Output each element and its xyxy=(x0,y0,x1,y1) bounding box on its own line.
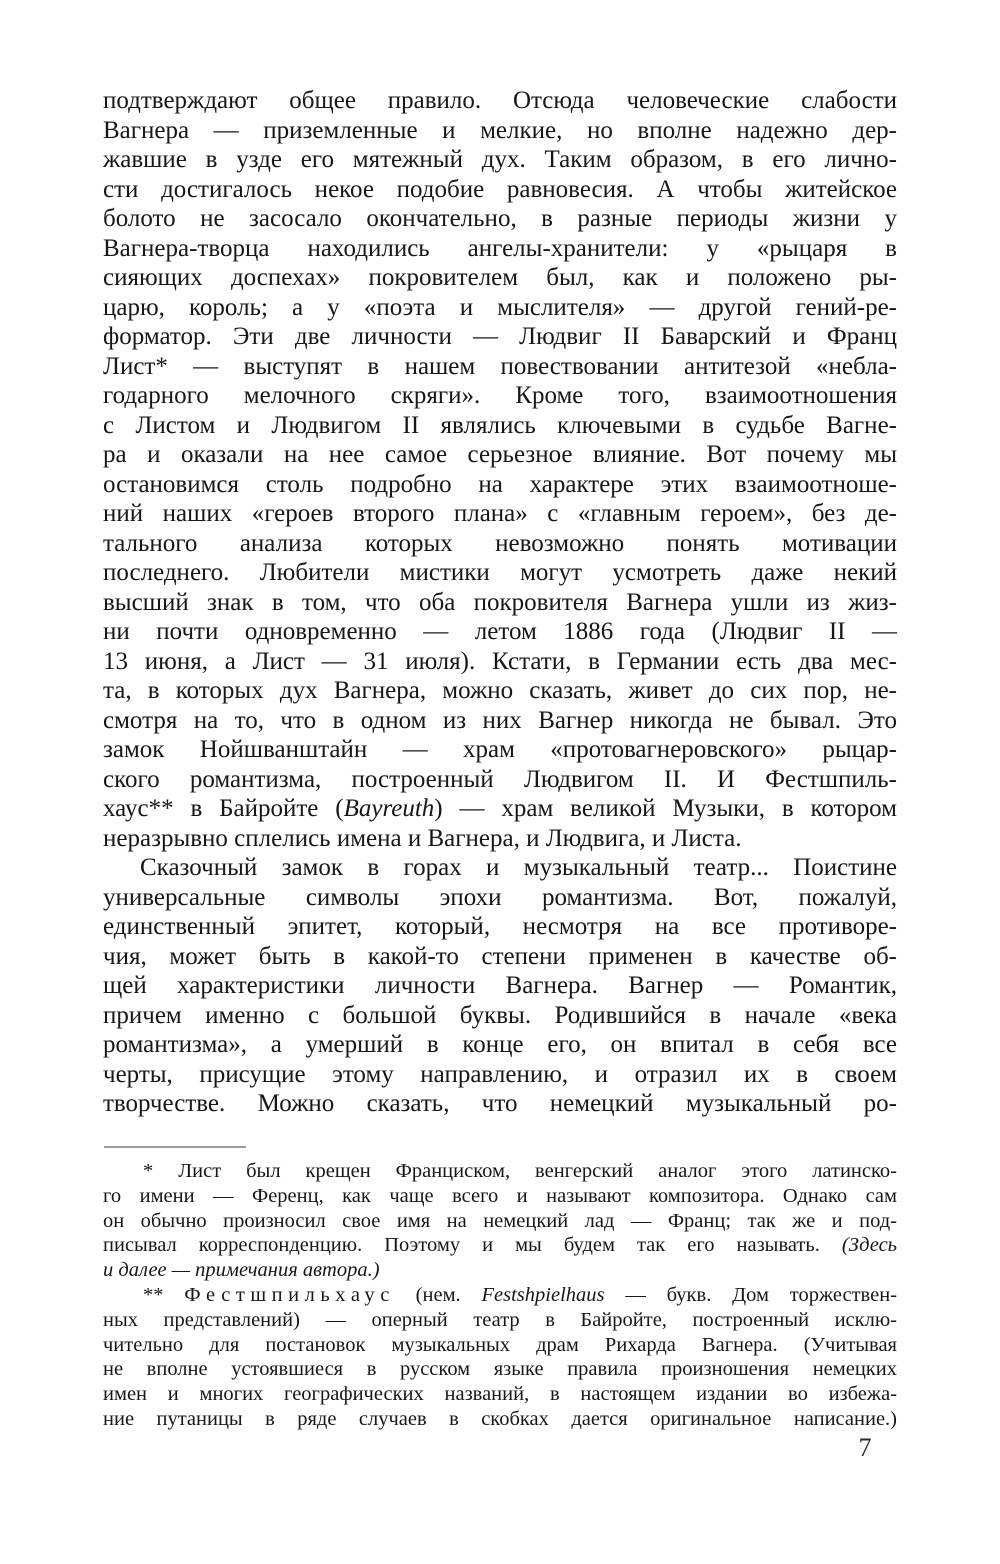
footnotes xyxy=(103,1159,897,1432)
text-segment: ни почти одновременно — летом 1886 года (Людвиг II — xyxy=(103,618,897,645)
text-segment: — букв. Дом торжествен- xyxy=(604,1283,897,1306)
text-line xyxy=(103,1308,897,1333)
text-line xyxy=(103,853,897,883)
text-line xyxy=(103,1001,897,1031)
text-segment: смотря на то, что в одном из них Вагнер никогда не бывал. Это xyxy=(103,706,897,734)
text-segment: го имени — Ференц, как чаще всего и называют композитора. Однако сам xyxy=(103,1184,897,1207)
text-line xyxy=(103,234,897,264)
text-line xyxy=(103,322,897,352)
text-line xyxy=(103,1283,897,1308)
text-segment: причем именно с большой буквы. Родившийся в начале «века xyxy=(103,1001,897,1029)
text-line xyxy=(103,116,897,146)
text-segment: тального анализа которых невозможно понять мотивации xyxy=(103,529,897,557)
text-segment: Вагнера — приземленные и мелкие, но вполне надежно дер- xyxy=(103,116,897,144)
text-line xyxy=(103,765,897,795)
text-segment: чительно для постановок музыкальных драм Рихарда Вагнера. (Учитывая xyxy=(103,1333,897,1356)
text-line xyxy=(103,352,897,382)
text-line xyxy=(103,794,897,824)
text-line xyxy=(103,263,897,293)
text-segment: последнего. Любители мистики могут усмотреть даже некий xyxy=(103,559,897,586)
page-number: 7 xyxy=(858,1433,872,1462)
text-segment-spaced: Фестшпильхаус xyxy=(184,1283,395,1306)
text-line xyxy=(103,1258,897,1283)
text-line xyxy=(103,1382,897,1407)
text-line xyxy=(103,617,897,647)
text-line xyxy=(103,558,897,588)
text-line xyxy=(103,1060,897,1090)
text-segment: чия, может быть в какой-то степени применен в качестве об- xyxy=(103,942,897,970)
text-line xyxy=(103,175,897,205)
text-line xyxy=(103,824,897,854)
text-line xyxy=(103,735,897,765)
text-segment: жавшие в узде его мятежный дух. Таким образом, в его лично- xyxy=(103,146,897,173)
text-segment: неразрывно сплелись имена и Вагнера, и Людвига, и Листа. xyxy=(103,824,742,852)
text-segment: царю, король; а у «поэта и мыслителя» — другой гений-ре- xyxy=(103,293,897,321)
text-line xyxy=(103,145,897,175)
text-segment: Вагнера-творца находились ангелы-хранители: у «рыцаря в xyxy=(103,234,897,262)
text-segment-italic: и далее — примечания автора.) xyxy=(103,1259,380,1282)
text-segment: имен и многих географических названий, в настоящем издании во избежа- xyxy=(103,1383,897,1406)
text-segment: щей характеристики личности Вагнера. Вагнер — Романтик, xyxy=(103,972,897,999)
text-segment: форматор. Эти две личности — Людвиг II Баварский и Франц xyxy=(103,323,897,350)
text-line xyxy=(103,440,897,470)
text-segment: черты, присущие этому направлению, и отразил их в своем xyxy=(103,1060,897,1088)
text-segment: болото не засосало окончательно, в разные периоды жизни у xyxy=(103,205,897,232)
text-segment: романтизма», а умерший в конце его, он впитал в себя все xyxy=(103,1031,897,1058)
text-line xyxy=(103,204,897,234)
text-segment: замок Нойшванштайн — храм «протовагнеровского» рыцар- xyxy=(103,736,897,763)
text-segment: годарного мелочного скряги». Кроме того, взаимоотношения xyxy=(103,382,897,409)
text-segment: высший знак в том, что оба покровителя Вагнера ушли из жиз- xyxy=(103,588,897,616)
text-line xyxy=(103,1357,897,1382)
text-segment: остановимся столь подробно на характере этих взаимоотноше- xyxy=(103,470,897,498)
text-segment: подтверждают общее правило. Отсюда человеческие слабости xyxy=(103,87,897,114)
text-segment: с Листом и Людвигом II являлись ключевыми в судьбе Вагне- xyxy=(103,411,897,439)
text-segment: писывал корреспонденцию. Поэтому и мы будем так его называть. xyxy=(103,1234,842,1257)
text-segment: (нем. xyxy=(394,1283,482,1306)
text-line xyxy=(103,86,897,116)
text-segment: творчестве. Можно сказать, что немецкий музыкальный ро- xyxy=(103,1090,897,1117)
text-segment: ние путаницы в ряде случаев в скобках дается оригинальное написание.) xyxy=(103,1407,897,1430)
text-line xyxy=(103,470,897,500)
text-segment: ского романтизма, построенный Людвигом II. И Фестшпиль- xyxy=(103,765,897,793)
text-segment: хаус** в Байройте ( xyxy=(103,795,344,822)
text-line xyxy=(103,1209,897,1234)
text-line xyxy=(103,912,897,942)
footnote-separator xyxy=(104,1146,246,1148)
text-line xyxy=(103,411,897,441)
text-line xyxy=(103,676,897,706)
text-line xyxy=(103,1233,897,1258)
text-line xyxy=(103,1184,897,1209)
text-line xyxy=(103,971,897,1001)
text-segment: ний наших «героев второго плана» с «главным героем», без де- xyxy=(103,500,897,527)
text-segment: * Лист был крещен Франциском, венгерский аналог этого латинско- xyxy=(143,1160,897,1182)
text-segment: не вполне устоявшиеся в русском языке правила произношения немецких xyxy=(103,1358,897,1381)
text-segment: универсальные символы эпохи романтизма. Вот, пожалуй, xyxy=(103,883,897,911)
text-line xyxy=(103,588,897,618)
text-segment: Сказочный замок в горах и музыкальный театр... Поистине xyxy=(140,854,897,881)
text-line xyxy=(103,706,897,736)
text-segment: та, в которых дух Вагнера, можно сказать, живет до сих пор, не- xyxy=(103,677,897,704)
body-text xyxy=(103,86,897,1119)
text-line xyxy=(103,1407,897,1432)
text-line xyxy=(103,529,897,559)
text-line xyxy=(103,499,897,529)
text-segment-italic: (Здесь xyxy=(841,1234,897,1257)
text-segment: ) — храм великой Музыки, в котором xyxy=(434,795,897,822)
text-segment: сти достигалось некое подобие равновесия. А чтобы житейское xyxy=(103,175,897,203)
text-segment-italic: Festshpielhaus xyxy=(481,1283,605,1306)
text-line xyxy=(103,293,897,323)
text-segment: Лист* — выступят в нашем повествовании антитезой «небла- xyxy=(103,352,897,380)
text-segment: ** xyxy=(143,1283,185,1306)
text-line xyxy=(103,1159,897,1184)
text-line xyxy=(103,647,897,677)
text-segment: он обычно произносил свое имя на немецкий лад — Франц; так же и под- xyxy=(103,1209,897,1232)
text-segment-italic: Bayreuth xyxy=(343,795,435,822)
text-segment: сияющих доспехах» покровителем был, как и положено ры- xyxy=(103,264,897,291)
text-segment: 13 июня, а Лист — 31 июля). Кстати, в Германии есть два мес- xyxy=(103,647,897,675)
text-segment: ра и оказали на нее самое серьезное влияние. Вот почему мы xyxy=(103,441,897,468)
text-segment: ных представлений) — оперный театр в Байройте, построенный исклю- xyxy=(103,1308,897,1331)
text-line xyxy=(103,381,897,411)
text-line xyxy=(103,1333,897,1358)
text-line xyxy=(103,1089,897,1119)
text-line xyxy=(103,883,897,913)
text-segment: единственный эпитет, который, несмотря на все противоре- xyxy=(103,913,897,940)
text-line xyxy=(103,1030,897,1060)
text-line xyxy=(103,942,897,972)
